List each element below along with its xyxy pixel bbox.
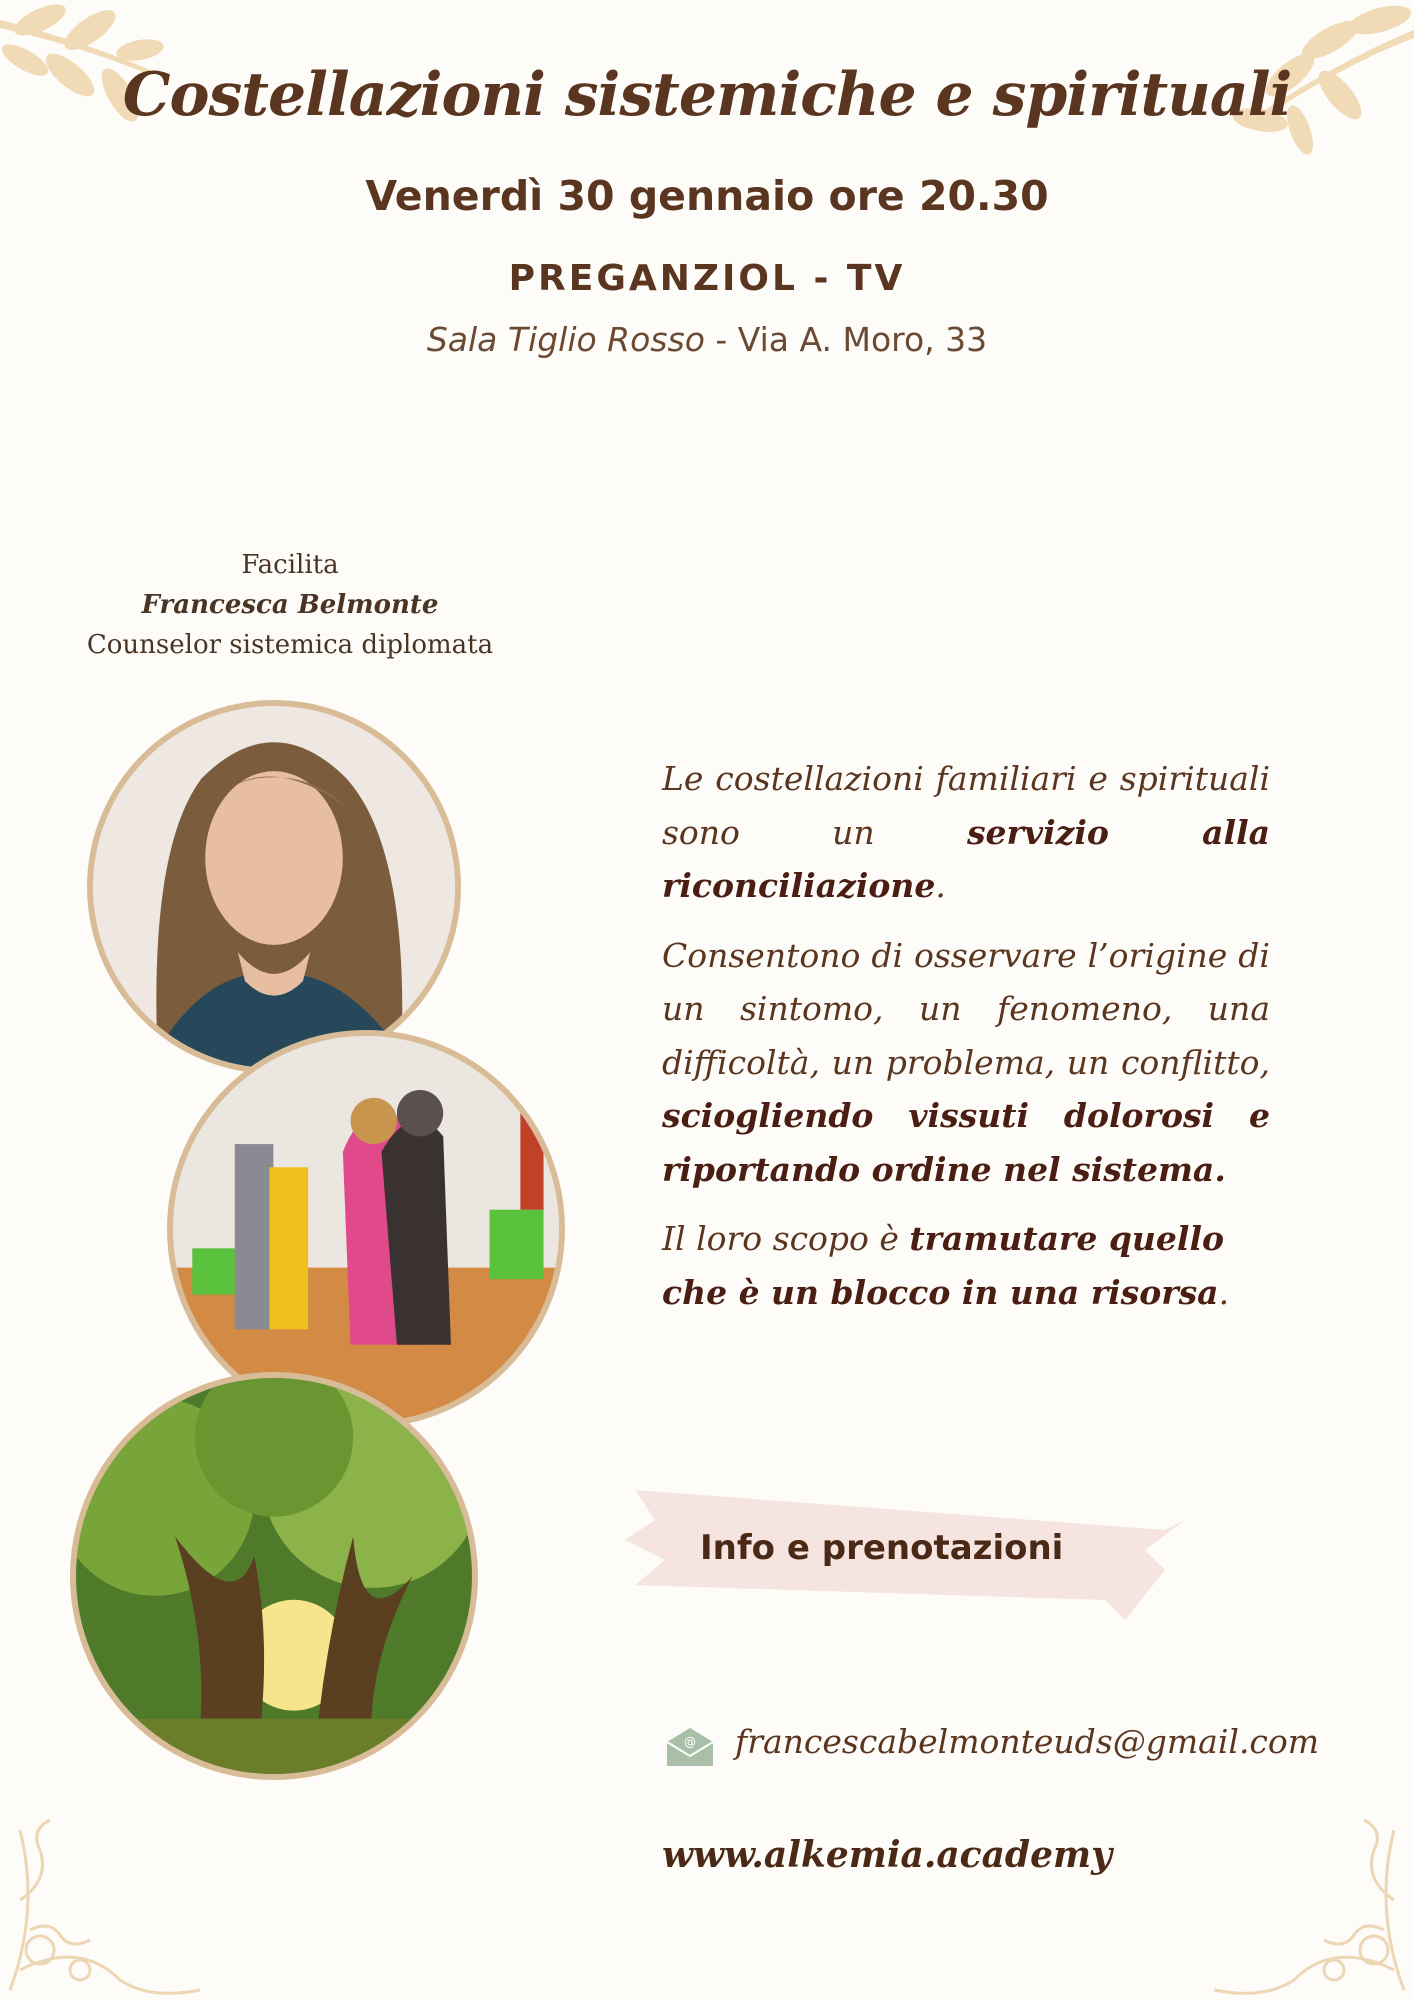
group-photo <box>167 1030 565 1428</box>
page-title: Costellazioni sistemiche e spirituali <box>122 60 1292 130</box>
portrait-photo <box>87 700 461 1074</box>
description-paragraph-2 <box>662 929 1270 1197</box>
email-link[interactable]: francescabelmonteuds@gmail.com <box>735 1722 1320 1761</box>
event-date: Venerdì 30 gennaio ore 20.30 <box>365 172 1049 220</box>
tree-photo <box>70 1372 478 1780</box>
mail-icon <box>665 1726 715 1768</box>
facilitator-role: Counselor sistemica diplomata <box>86 630 494 660</box>
event-venue <box>0 320 1414 359</box>
info-label: Info e prenotazioni <box>700 1528 1064 1568</box>
description-text: Il loro scopo è <box>662 1219 910 1258</box>
description-highlight: tramutare quello che è un blocco in una risorsa <box>662 1219 1224 1312</box>
venue-address: - Via A. Moro, 33 <box>704 320 988 359</box>
facilitator-block <box>60 545 520 665</box>
website-link[interactable]: www.alkemia.academy <box>662 1834 1113 1876</box>
description-text: . <box>935 866 946 905</box>
description-paragraph-1 <box>662 752 1270 913</box>
facilitator-name: Francesca Belmonte <box>141 590 439 620</box>
description-text: Consentono di osservare l’origine di un sintomo, un fenomeno, una difficoltà, un problema, un conflitto, <box>662 935 1270 1082</box>
description-text: Le costellazioni familiari e spirituali sono un <box>662 759 1270 852</box>
description-paragraph-3 <box>662 1212 1270 1319</box>
description-highlight: sciogliendo vissuti dolorosi e riportando ordine nel sistema. <box>662 1096 1270 1189</box>
event-city: PREGANZIOL - TV <box>508 258 906 299</box>
description <box>662 752 1270 1335</box>
bottom-left-ornament-icon <box>0 1790 210 2000</box>
facilitator-label: Facilita <box>241 550 339 580</box>
svg-text:@: @ <box>684 1735 696 1749</box>
description-highlight: servizio alla riconciliazione <box>662 812 1270 905</box>
bottom-right-ornament-icon <box>1204 1790 1414 2000</box>
venue-name: Sala Tiglio Rosso <box>426 320 705 359</box>
description-text: . <box>1218 1272 1230 1312</box>
